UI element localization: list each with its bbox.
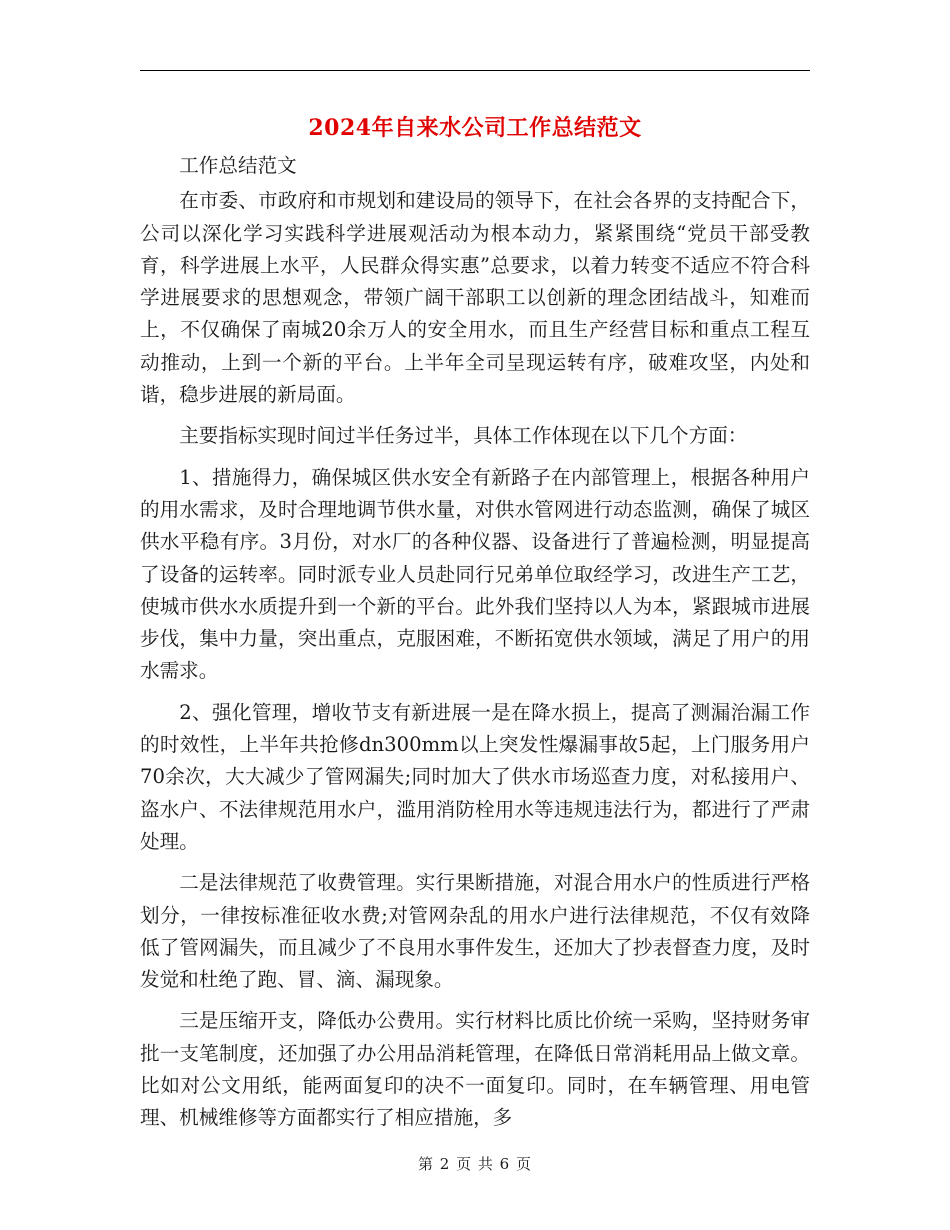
document-body	[140, 150, 810, 1135]
paragraph-expenses: 三是压缩开支，降低办公费用。实行材料比质比价统一采购，坚持财务审批一支笔制度，还加强了办公用品消耗管理，在降低日常消耗用品上做文章。比如对公文用纸，能两面复印的决不一面复印。同时，在车辆管理、用电管理、机械维修等方面都实行了相应措施，多	[140, 1009, 810, 1130]
page-number: 第 2 页 共 6 页	[418, 1155, 532, 1173]
document-title: 2024年自来水公司工作总结范文	[308, 115, 642, 141]
header-rule	[140, 70, 810, 71]
paragraph-measures: 1、措施得力，确保城区供水安全有新路子在内部管理上，根据各种用户的用水需求，及时合理地调节供水量，对供水管网进行动态监测，确保了城区供水平稳有序。3月份，对水厂的各种仪器、设备进行了普遍检测，明显提高了设备的运转率。同时派专业人员赴同行兄弟单位取经学习，改进生产工艺，使城市供水水质提升到一个新的平台。此外我们坚持以人为本，紧跟城市进展步伐，集中力量，突出重点，克服困难，不断拓宽供水领域，满足了用户的用水需求。	[140, 465, 810, 683]
paragraph-intro: 在市委、市政府和市规划和建设局的领导下，在社会各界的支持配合下，公司以深化学习实践科学进展观活动为根本动力，紧紧围绕“党员干部受教育，科学进展上水平，人民群众得实惠”总要求，以着力转变不适应不符合科学进展要求的思想观念，带领广阔干部职工以创新的理念团结战斗，知难而上，不仅确保了南城20余万人的安全用水，而且生产经营目标和重点工程互动推动，上到一个新的平台。上半年全司呈现运转有序，破难攻坚，内处和谐，稳步进展的新局面。	[140, 189, 810, 407]
paragraph-summary: 主要指标实现时间过半任务过半，具体工作体现在以下几个方面：	[179, 424, 748, 448]
paragraph-management: 2、强化管理，增收节支有新进展一是在降水损上，提高了测漏治漏工作的时效性，上半年共抢修dn300mm以上突发性爆漏事故5起，上门服务用户70余次，大大减少了管网漏失;同时加大了供水市场巡查力度，对私接用户、盗水户、不法律规范用水户，滥用消防栓用水等违规违法行为，都进行了严肃处理。	[140, 700, 810, 853]
paragraph-subtitle: 工作总结范文	[179, 154, 297, 177]
paragraph-billing: 二是法律规范了收费管理。实行果断措施，对混合用水户的性质进行严格划分，一律按标准征收水费;对管网杂乱的用水户进行法律规范，不仅有效降低了管网漏失，而且减少了不良用水事件发生，还加大了抄表督查力度，及时发觉和杜绝了跑、冒、滴、漏现象。	[140, 871, 810, 992]
